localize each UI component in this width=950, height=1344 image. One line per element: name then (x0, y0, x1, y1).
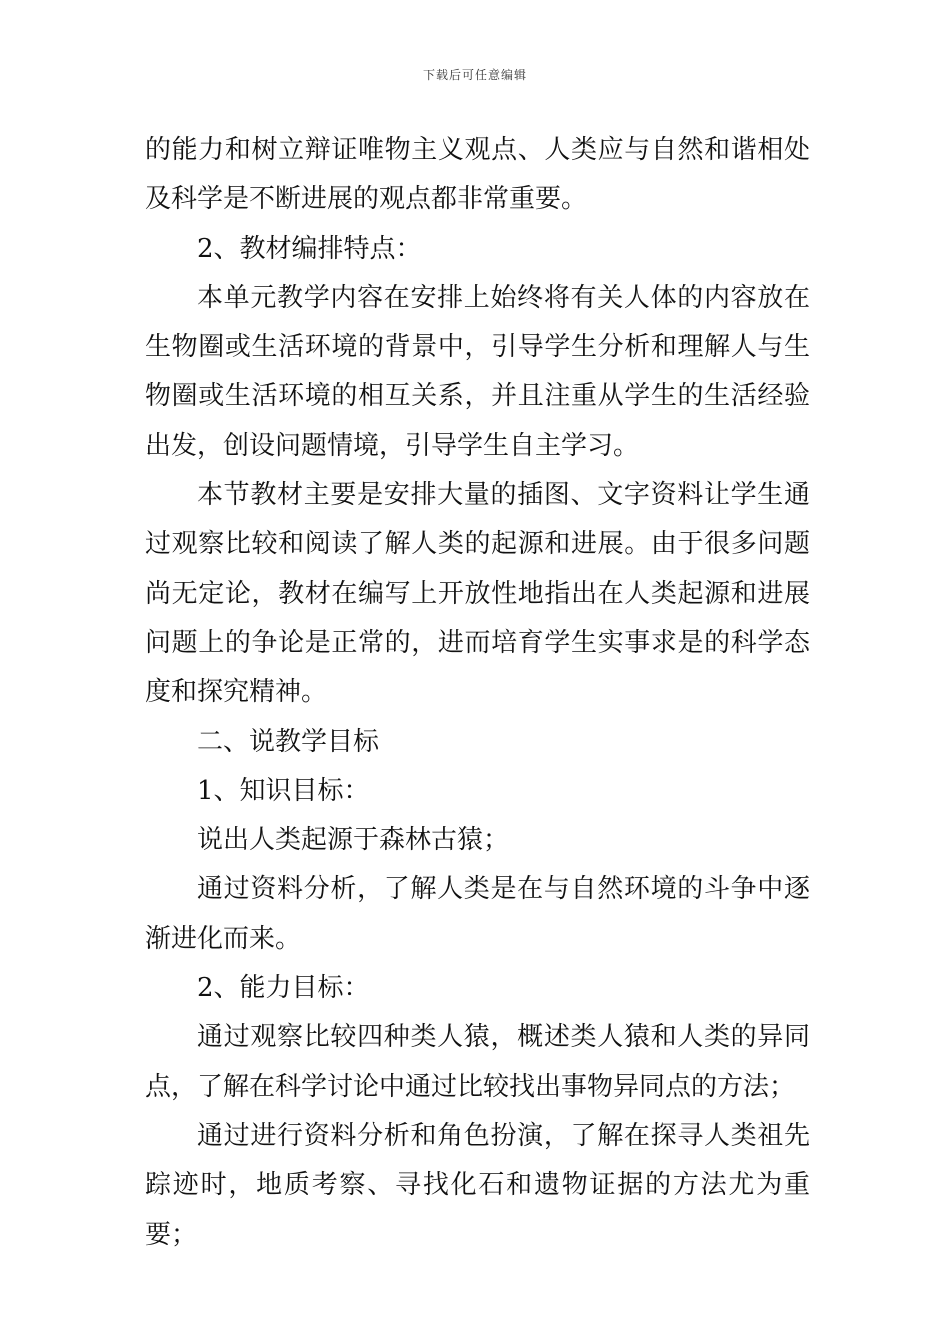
document-body (145, 126, 810, 1260)
paragraph-continuation: 的能力和树立辩证唯物主义观点、人类应与自然和谐相处及科学是不断进展的观点都非常重要。 (145, 135, 810, 215)
section-heading-teaching-goals: 二、说教学目标 (197, 726, 380, 757)
paragraph-unit-arrangement: 本单元教学内容在安排上始终将有关人体的内容放在生物圈或生活环境的背景中，引导学生分析和理解人与生物圈或生活环境的相互关系，并且注重从学生的生活经验出发，创设问题情境，引导学生自主学习。 (145, 282, 810, 461)
paragraph-knowledge-goal-1: 说出人类起源于森林古猿； (197, 825, 510, 856)
paragraph-ability-goal-2: 通过进行资料分析和角色扮演，了解在探寻人类祖先踪迹时，地质考察、寻找化石和遗物证据的方法尤为重要； (145, 1120, 810, 1250)
subheading-ability-goals: 2、能力目标： (197, 973, 370, 1004)
paragraph-knowledge-goal-2: 通过资料分析，了解人类是在与自然环境的斗争中逐渐进化而来。 (145, 874, 810, 954)
page-header: 下载后可任意编辑 (422, 68, 527, 82)
subheading-knowledge-goals: 1、知识目标： (197, 775, 370, 806)
paragraph-section-content: 本节教材主要是安排大量的插图、文字资料让学生通过观察比较和阅读了解人类的起源和进展。由于很多问题尚无定论，教材在编写上开放性地指出在人类起源和进展问题上的争论是正常的，进而培育学生实事求是的科学态度和探究精神。 (145, 480, 810, 708)
paragraph-ability-goal-1: 通过观察比较四种类人猿，概述类人猿和人类的异同点，了解在科学讨论中通过比较找出事物异同点的方法； (145, 1022, 810, 1102)
section-heading-material-features: 2、教材编排特点： (197, 233, 422, 264)
